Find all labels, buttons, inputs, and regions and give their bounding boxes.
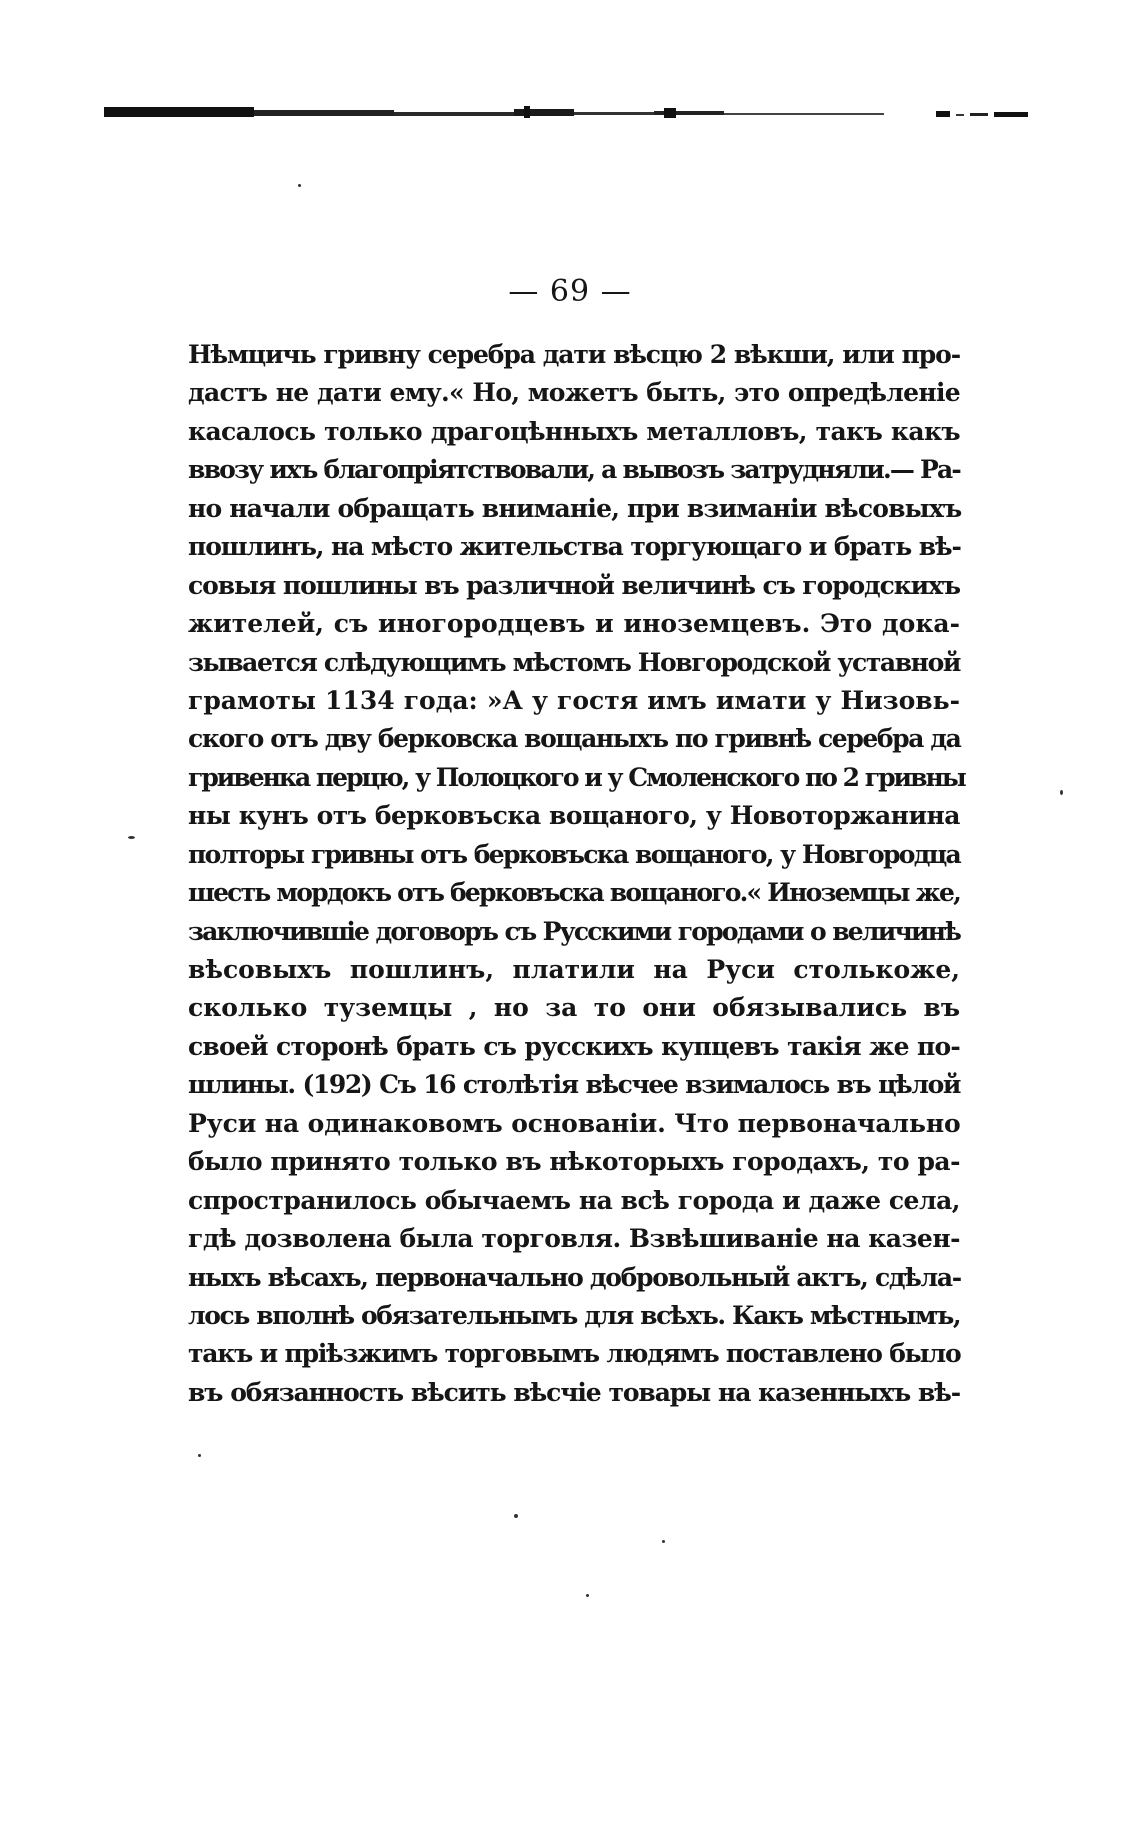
page-number: — 69 — bbox=[508, 274, 632, 309]
text-line: ввозу ихъ благопріятствовали, а вывозъ затрудняли.— Ра- bbox=[188, 455, 960, 485]
text-line: ского отъ дву берковска вощаныхъ по гривнѣ серебра да bbox=[188, 724, 961, 754]
text-line: заключившіе договоръ съ Русскими городами о величинѣ bbox=[188, 916, 960, 946]
text-line: пошлинъ, на мѣсто жительства торгующаго и брать вѣ- bbox=[188, 532, 961, 562]
text-line: ныхъ вѣсахъ, первоначально добровольный актъ, сдѣла- bbox=[188, 1262, 961, 1292]
print-speck bbox=[298, 184, 301, 187]
print-speck bbox=[198, 1454, 201, 1457]
text-line: въ обязанность вѣсить вѣсчіе товары на казенныхъ вѣ- bbox=[188, 1377, 960, 1407]
text-line: такъ и пріѣзжимъ торговымъ людямъ поставлено было bbox=[188, 1339, 961, 1369]
header-rule-fragment bbox=[936, 110, 1028, 118]
text-line: совыя пошлины въ различной величинѣ съ городскихъ bbox=[188, 570, 960, 600]
print-speck bbox=[586, 1594, 589, 1597]
text-line: шлины. (192) Съ 16 столѣтія вѣсчее взималось въ цѣлой bbox=[188, 1070, 960, 1100]
print-speck bbox=[662, 1540, 665, 1543]
text-line: было принято только въ нѣкоторыхъ городахъ, то ра- bbox=[188, 1147, 960, 1177]
text-line: но начали обращать вниманіе, при взиманіи вѣсовыхъ bbox=[188, 493, 962, 523]
text-line: спространилось обычаемъ на всѣ города и даже села, bbox=[188, 1185, 960, 1215]
text-line: сколько туземцы , но за то они обязывались въ bbox=[188, 993, 960, 1023]
print-speck bbox=[1060, 790, 1063, 795]
text-line: касалось только драгоцѣнныхъ металловъ, такъ какъ bbox=[188, 416, 960, 446]
text-line: своей сторонѣ брать съ русскихъ купцевъ такія же по- bbox=[188, 1031, 960, 1061]
body-text bbox=[188, 336, 965, 1412]
header-rule bbox=[104, 104, 884, 120]
text-line: Нѣмцичь гривну серебра дати вѣсцю 2 вѣкши, или про- bbox=[188, 340, 960, 369]
print-speck bbox=[128, 836, 135, 839]
text-line: Руси на одинаковомъ основаніи. Что первоначально bbox=[188, 1108, 961, 1138]
text-line: гдѣ дозволена была торговля. Взвѣшиваніе на казен- bbox=[188, 1224, 960, 1254]
text-line: вѣсовыхъ пошлинъ, платили на Руси столькоже, bbox=[188, 955, 960, 984]
text-line: дастъ не дати ему.« Но, можетъ быть, это опредѣленіе bbox=[188, 378, 960, 408]
text-line: лось вполнѣ обязательнымъ для всѣхъ. Какъ мѣстнымъ, bbox=[188, 1300, 961, 1330]
text-line: грамоты 1134 года: »А у гостя имъ имати у Низовь- bbox=[188, 685, 960, 715]
text-line: гривенка перцю, у Полоцкого и у Смоленского по 2 гривны bbox=[188, 762, 965, 792]
text-line: шесть мордокъ отъ берковъска вощаного.« Иноземцы же, bbox=[188, 878, 960, 908]
text-line: зывается слѣдующимъ мѣстомъ Новгородской уставной bbox=[188, 647, 960, 677]
print-speck bbox=[514, 1514, 518, 1518]
text-line: полторы гривны отъ берковъска вощаного, у Новгородца bbox=[188, 839, 960, 869]
text-line: ны кунъ отъ берковъска вощаного, у Новоторжанина bbox=[188, 801, 960, 831]
text-line: жителей, съ иногородцевъ и иноземцевъ. Это дока- bbox=[188, 609, 960, 639]
